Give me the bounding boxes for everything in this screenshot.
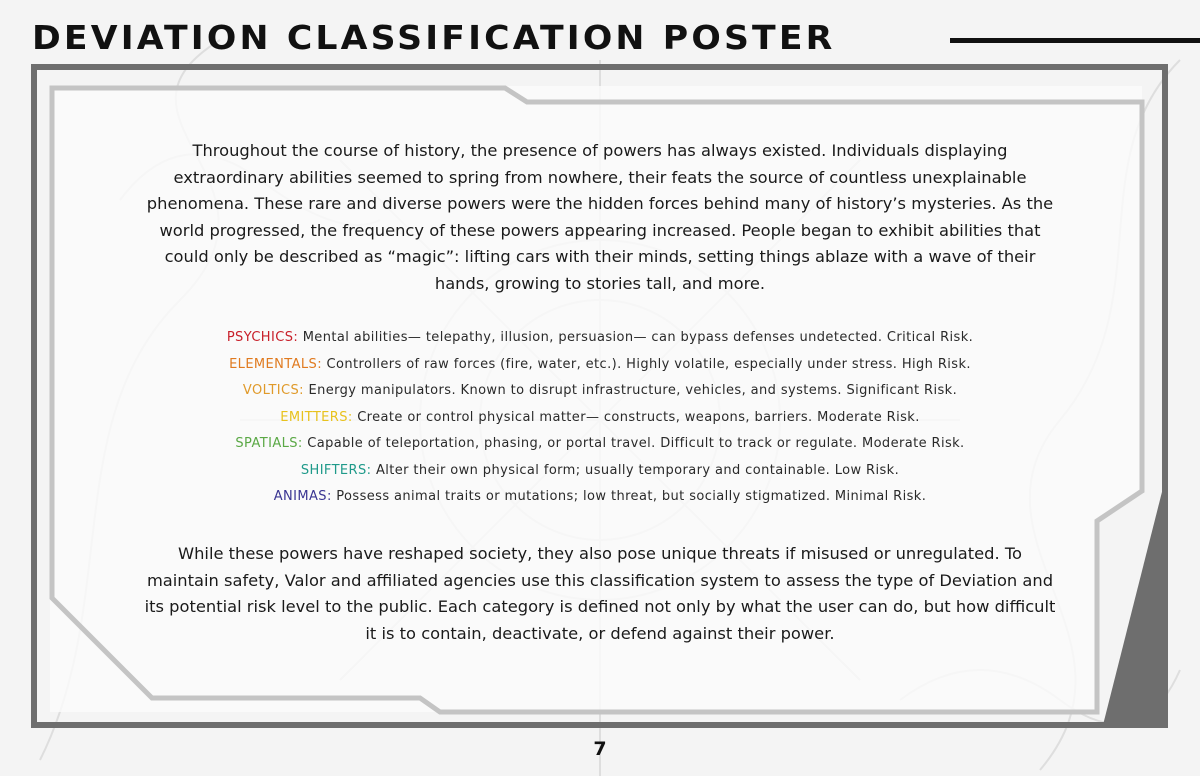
classification-name: VOLTICS: — [242, 383, 304, 398]
classification-name: SHIFTERS: — [300, 462, 372, 478]
classification-description: Alter their own physical form; usually temporary and containable. Low Risk. — [375, 462, 900, 478]
page-title: DEVIATION CLASSIFICATION POSTER — [32, 18, 836, 57]
classification-name: ANIMAS: — [273, 489, 332, 504]
classification-description: Create or control physical matter— constructs, weapons, barriers. Moderate Risk. — [357, 409, 920, 425]
classification-shifters — [140, 458, 1060, 485]
classification-name: SPATIALS: — [235, 436, 303, 451]
classification-list — [140, 325, 1060, 511]
classification-animas — [140, 484, 1060, 511]
classification-emitters — [140, 405, 1060, 432]
outro-paragraph: While these powers have reshaped society, they also pose unique threats if misused or unregulated. To maintain safety, Valor and affiliated agencies use this classification system to assess the type of Deviation and its potential risk level to the public. Each category is defined not only by what the user can do, but how difficult it is to contain, deactivate, or defend against their power. — [144, 544, 1056, 643]
classification-description: Mental abilities— telepathy, illusion, persuasion— can bypass defenses undetected. Critical Risk. — [302, 330, 974, 345]
intro-paragraph: Throughout the course of history, the presence of powers has always existed. Individuals displaying extraordinary abilities seemed to spring from nowhere, their feats the source of countless unexplainable phenomena. These rare and diverse powers were the hidden forces behind many of history’s mysteries. As the world progressed, the frequency of these powers appearing increased. People began to exhibit abilities that could only be described as “magic”: lifting cars with their minds, setting things ablaze with a wave of their hands, growing to stories tall, and more. — [146, 141, 1054, 293]
frame-corner-accent — [1103, 480, 1165, 725]
classification-voltics — [140, 378, 1060, 405]
classification-description: Capable of teleportation, phasing, or portal travel. Difficult to track or regulate. Moderate Risk. — [307, 436, 965, 451]
classification-psychics — [140, 325, 1060, 352]
classification-spatials — [140, 431, 1060, 458]
classification-description: Energy manipulators. Known to disrupt infrastructure, vehicles, and systems. Significant Risk. — [308, 383, 958, 398]
classification-elementals — [140, 352, 1060, 379]
classification-name: ELEMENTALS: — [229, 356, 322, 372]
page-number: 7 — [593, 738, 607, 760]
classification-name: PSYCHICS: — [226, 330, 299, 345]
classification-description: Possess animal traits or mutations; low threat, but socially stigmatized. Minimal Risk. — [336, 489, 927, 504]
classification-name: EMITTERS: — [280, 409, 353, 425]
classification-description: Controllers of raw forces (fire, water, etc.). Highly volatile, especially under stress. High Risk. — [326, 356, 971, 372]
